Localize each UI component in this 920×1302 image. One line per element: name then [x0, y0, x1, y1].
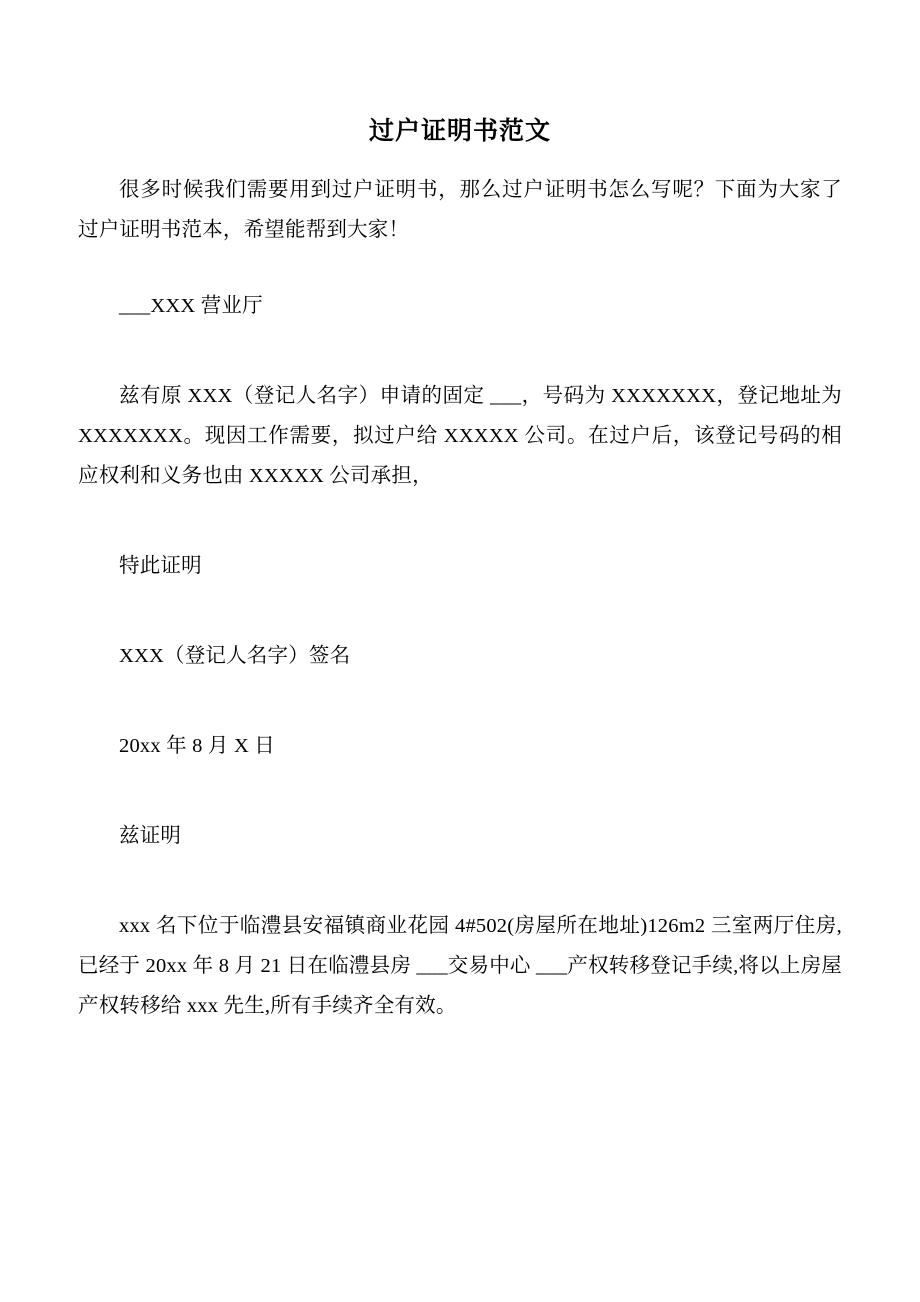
paragraph-spacer: [78, 863, 842, 907]
paragraph-body-main: 兹有原 XXX（登记人名字）申请的固定 ___，号码为 XXXXXXX，登记地址为 XXXXXXX。现因工作需要，拟过户给 XXXXX 公司。在过户后，该登记号码的相应权利和义务也由 XXXXX 公司承担，: [78, 384, 842, 487]
paragraph-spacer: [78, 683, 842, 727]
paragraph-intro: 很多时候我们需要用到过户证明书，那么过户证明书怎么写呢？下面为大家了过户证明书范本，希望能帮到大家！: [78, 179, 842, 241]
paragraph-spacer: [78, 503, 842, 547]
paragraph-signature-line: XXX（登记人名字）签名: [119, 644, 351, 667]
paragraph-certify-header: 兹证明: [119, 824, 182, 847]
paragraph-certify-line: 特此证明: [119, 554, 202, 577]
page-title: 过户证明书范文: [368, 117, 551, 145]
paragraph-spacer: [78, 333, 842, 377]
paragraph-spacer: [78, 257, 842, 287]
paragraph-property-body: xxx 名下位于临澧县安福镇商业花园 4#502(房屋所在地址)126m2 三室两厅住房,已经于 20xx 年 8 月 21 日在临澧县房 ___交易中心 ___产权转移登记手续,将以上房屋产权转移给 xxx 先生,所有手续齐全有效。: [78, 914, 842, 1017]
paragraph-date-line: 20xx 年 8 月 X 日: [119, 734, 275, 757]
paragraph-spacer: [78, 773, 842, 817]
paragraph-spacer: [78, 593, 842, 637]
paragraph-recipient: ___XXX 营业厅: [119, 294, 263, 317]
